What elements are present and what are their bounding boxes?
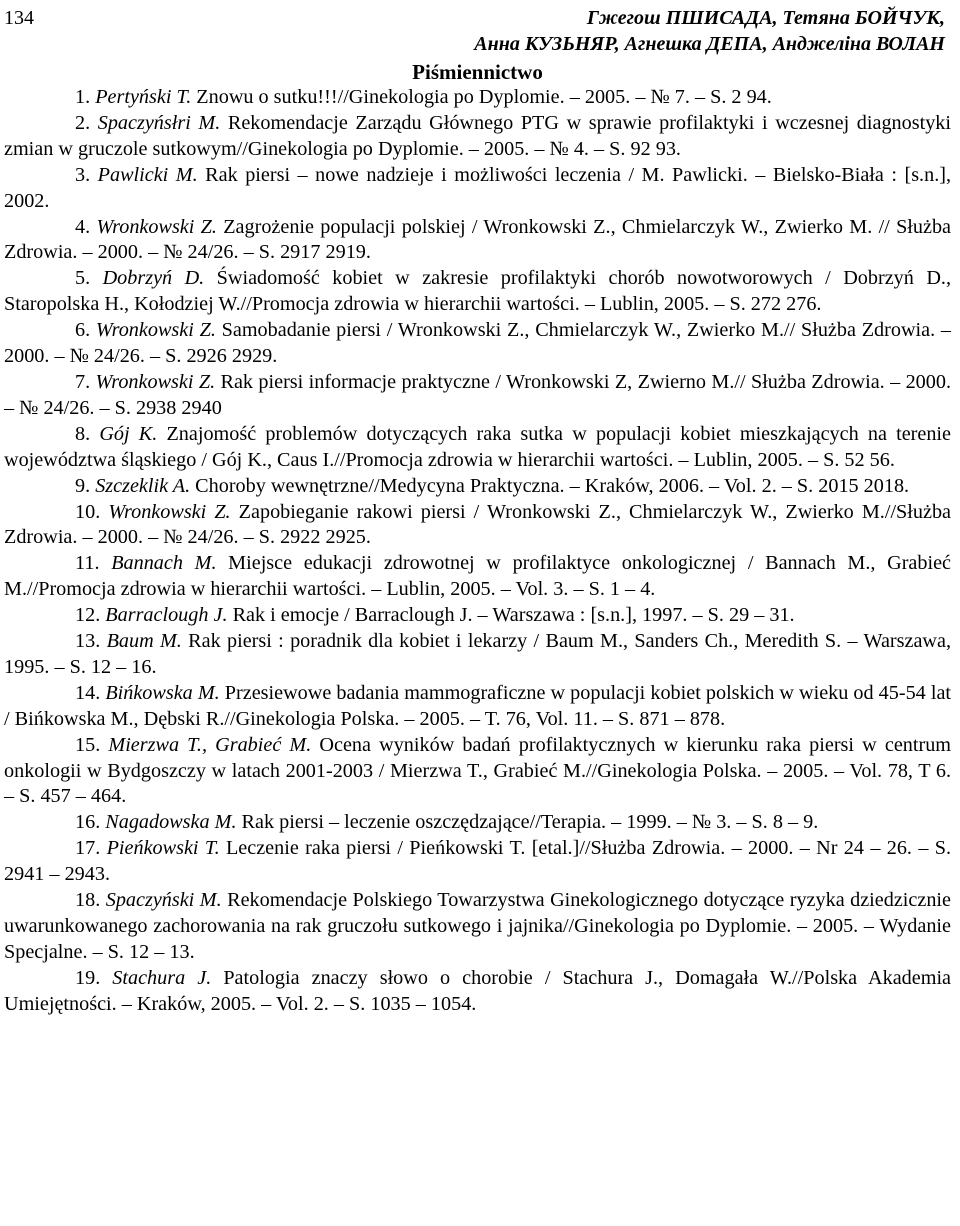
reference-number: 7. xyxy=(75,370,91,393)
reference-author: Szczeklik A. xyxy=(95,474,191,497)
reference-number: 18. xyxy=(75,889,101,912)
reference-text: Rekomendacje Zarządu Głównego PTG w sprawie profilaktyki i wczesnej diagnostyki zmian w gruczole sutkowym//Ginekologia po Dyplomie. – 2005. – № 4. – S. 92 93. xyxy=(4,111,951,160)
reference-item xyxy=(4,266,951,318)
reference-item xyxy=(4,215,951,267)
reference-number: 17. xyxy=(75,837,101,860)
reference-text: Rekomendacje Polskiego Towarzystwa Ginekologicznego dotyczące ryzyka dziedzicznie uwarunkowanego zachorowania na rak gruczołu sutkowego i jajnika//Ginekologia po Dyplomie. – 2005. – Wydanie Specjalne. – S. 12 – 13. xyxy=(4,889,951,963)
reference-item xyxy=(4,603,951,629)
authors-line-2: Анна КУЗЬНЯР, Агнешка ДЕПА, Анджеліна ВОЛАН xyxy=(474,33,945,55)
reference-author: Stachura J. xyxy=(112,966,212,989)
reference-author: Gój K. xyxy=(99,422,158,445)
reference-author: Wronkowski Z. xyxy=(96,215,217,238)
page-header xyxy=(4,0,951,59)
section-title: Piśmiennictwo xyxy=(412,60,543,84)
running-head-authors xyxy=(474,5,945,57)
reference-list xyxy=(4,85,951,1018)
reference-text: Znajomość problemów dotyczących raka sutka w populacji kobiet mieszkających na terenie województwa śląskiego / Gój K., Caus I.//Promocja zdrowia w hierarchii wartości. – Lublin, 2005. – S. 52 56. xyxy=(4,422,951,471)
reference-number: 12. xyxy=(75,604,101,627)
reference-author: Bińkowska M. xyxy=(105,681,220,704)
reference-author: Pieńkowski T. xyxy=(106,837,220,860)
reference-item xyxy=(4,629,951,681)
reference-author: Spaczyńsłri M. xyxy=(97,111,221,134)
reference-number: 19. xyxy=(75,966,101,989)
reference-text: Samobadanie piersi / Wronkowski Z., Chmielarczyk W., Zwierko M.// Służba Zdrowia. – 2000. – № 24/26. – S. 2926 2929. xyxy=(4,319,951,368)
reference-number: 15. xyxy=(75,733,101,756)
reference-item xyxy=(4,422,951,474)
reference-author: Pawlicki M. xyxy=(97,163,198,186)
reference-text: Zagrożenie populacji polskiej / Wronkowski Z., Chmielarczyk W., Zwierko M. // Służba Zdrowia. – 2000. – № 24/26. – S. 2917 2919. xyxy=(4,215,952,264)
reference-text: Rak piersi informacje praktyczne / Wronkowski Z, Zwierno M.// Służba Zdrowia. – 2000. – № 24/26. – S. 2938 2940 xyxy=(4,370,952,419)
reference-text: Miejsce edukacji zdrowotnej w profilaktyce onkologicznej / Bannach M., Grabieć M.//Promocja zdrowia w hierarchii wartości. – Lublin, 2005. – Vol. 3. – S. 1 – 4. xyxy=(4,552,952,601)
reference-item xyxy=(4,888,951,966)
reference-text: Zapobieganie rakowi piersi / Wronkowski Z., Chmielarczyk W., Zwierko M.//Służba Zdrowia. – 2000. – № 24/26. – S. 2922 2925. xyxy=(4,500,951,549)
reference-text: Leczenie raka piersi / Pieńkowski T. [etal.]//Służba Zdrowia. – 2000. – Nr 24 – 26. – S. 2941 – 2943. xyxy=(4,837,952,886)
reference-item xyxy=(4,733,951,811)
reference-item xyxy=(4,474,951,500)
reference-number: 6. xyxy=(75,319,91,342)
reference-number: 11. xyxy=(75,552,100,575)
reference-text: Znowu o sutku!!!//Ginekologia po Dyplomie. – 2005. – № 7. – S. 2 94. xyxy=(191,86,772,108)
reference-item xyxy=(4,163,951,215)
reference-text: Rak piersi – nowe nadzieje i możliwości leczenia / M. Pawlicki. – Bielsko-Biała : [s.n.], 2002. xyxy=(4,163,952,212)
reference-number: 1. xyxy=(75,86,91,108)
reference-number: 13. xyxy=(75,630,101,653)
reference-author: Bannach M. xyxy=(111,552,217,575)
reference-number: 3. xyxy=(75,163,91,186)
reference-author: Wronkowski Z. xyxy=(108,500,231,523)
reference-author: Wronkowski Z. xyxy=(95,370,216,393)
reference-text: Świadomość kobiet w zakresie profilaktyki chorób nowotworowych / Dobrzyń D., Staropolska H., Kołodziej W.//Promocja zdrowia w hierarchii wartości. – Lublin, 2005. – S. 272 276. xyxy=(4,267,951,316)
reference-number: 9. xyxy=(75,474,91,497)
reference-text: Rak i emocje / Barraclough J. – Warszawa : [s.n.], 1997. – S. 29 – 31. xyxy=(227,604,795,627)
reference-author: Barraclough J. xyxy=(105,604,228,627)
reference-item xyxy=(4,85,951,111)
reference-text: Choroby wewnętrzne//Medycyna Praktyczna. – Kraków, 2006. – Vol. 2. – S. 2015 2018. xyxy=(190,474,910,497)
reference-item xyxy=(4,681,951,733)
reference-text: Rak piersi – leczenie oszczędzające//Terapia. – 1999. – № 3. – S. 8 – 9. xyxy=(236,811,819,834)
authors-line-1: Гжегош ПШИСАДА, Тетяна БОЙЧУК, xyxy=(586,7,945,29)
reference-item xyxy=(4,836,951,888)
reference-item xyxy=(4,551,951,603)
reference-author: Mierzwa T., Grabieć M. xyxy=(108,733,312,756)
reference-number: 16. xyxy=(75,811,101,834)
reference-author: Dobrzyń D. xyxy=(102,267,205,290)
reference-number: 8. xyxy=(75,422,91,445)
reference-text: Rak piersi : poradnik dla kobiet i lekarzy / Baum M., Sanders Ch., Meredith S. – Warszawa, 1995. – S. 12 – 16. xyxy=(4,630,952,678)
page-number: 134 xyxy=(4,7,34,29)
reference-number: 4. xyxy=(75,215,91,238)
reference-author: Wronkowski Z. xyxy=(95,319,216,342)
reference-author: Spaczyński M. xyxy=(105,889,222,912)
reference-text: Ocena wyników badań profilaktycznych w kierunku raka piersi w centrum onkologii w Bydgoszczy w latach 2001-2003 / Mierzwa T., Grabieć M.//Ginekologia Polska. – 2005. – Vol. 78, T 6. – S. 457 – 464. xyxy=(4,733,952,808)
reference-number: 14. xyxy=(75,681,101,704)
reference-text: Patologia znaczy słowo o chorobie / Stachura J., Domagała W.//Polska Akademia Umiejętności. – Kraków, 2005. – Vol. 2. – S. 1035 – 1054. xyxy=(4,966,952,1015)
reference-item xyxy=(4,370,951,422)
reference-number: 2. xyxy=(75,111,91,134)
reference-item xyxy=(4,500,951,552)
reference-item xyxy=(4,111,951,163)
reference-author: Nagadowska M. xyxy=(105,811,237,834)
reference-text: Przesiewowe badania mammograficzne w populacji kobiet polskich w wieku od 45-54 lat / Bińkowska M., Dębski R.//Ginekologia Polska. – 2005. – T. 76, Vol. 11. – S. 871 – 878. xyxy=(4,681,952,730)
reference-item xyxy=(4,810,951,836)
reference-author: Baum M. xyxy=(106,630,182,653)
reference-number: 5. xyxy=(75,267,91,290)
reference-item xyxy=(4,318,951,370)
reference-author: Pertyński T. xyxy=(95,86,192,108)
reference-item xyxy=(4,966,951,1018)
reference-number: 10. xyxy=(75,500,101,523)
